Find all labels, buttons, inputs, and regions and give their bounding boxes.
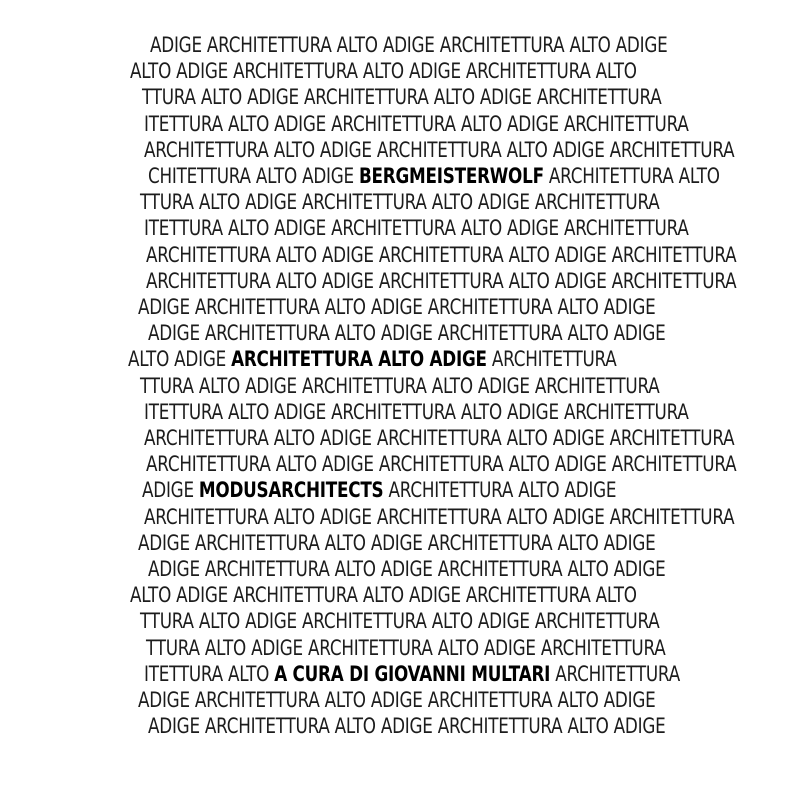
cover-highlight-text: MODUSARCHITECTS [198, 478, 384, 502]
cover-text: ADIGE ARCHITETTURA ALTO ADIGE ARCHITETTURA ALTO ADIGE [148, 321, 666, 345]
cover-text-line [144, 425, 734, 451]
cover-text-line [148, 556, 666, 582]
cover-text-line [138, 687, 656, 713]
cover-text: ARCHITETTURA ALTO ADIGE ARCHITETTURA ALTO ADIGE ARCHITETTURA [146, 452, 737, 476]
cover-text-line [130, 58, 637, 84]
cover-text-line [144, 111, 689, 137]
cover-text-line [150, 32, 668, 58]
cover-text: TTURA ALTO ADIGE ARCHITETTURA ALTO ADIGE ARCHITETTURA [140, 609, 660, 633]
cover-highlight-text: BERGMEISTERWOLF [358, 164, 544, 188]
cover-text-line [144, 215, 689, 241]
cover-text: ITETTURA ALTO [144, 662, 275, 686]
cover-text-line [148, 713, 666, 739]
cover-text: ARCHITETTURA ALTO [543, 164, 720, 188]
cover-text-line [144, 504, 734, 530]
cover-text-line [142, 84, 661, 110]
cover-text-line [130, 582, 637, 608]
cover-text-line [140, 189, 659, 215]
cover-text: ARCHITETTURA ALTO ADIGE ARCHITETTURA ALTO ADIGE ARCHITETTURA [144, 426, 735, 450]
cover-text: ITETTURA ALTO ADIGE ARCHITETTURA ALTO ADIGE ARCHITETTURA [144, 400, 689, 424]
cover-text: ITETTURA ALTO ADIGE ARCHITETTURA ALTO ADIGE ARCHITETTURA [144, 112, 689, 136]
cover-text: TTURA ALTO ADIGE ARCHITETTURA ALTO ADIGE ARCHITETTURA [140, 190, 660, 214]
cover-text-line [144, 399, 689, 425]
cover-text-line [144, 137, 734, 163]
cover-highlight-text: ARCHITETTURA ALTO ADIGE [231, 347, 487, 371]
cover-text: ADIGE ARCHITETTURA ALTO ADIGE ARCHITETTURA ALTO ADIGE [148, 557, 666, 581]
cover-text: ADIGE ARCHITETTURA ALTO ADIGE ARCHITETTURA ALTO ADIGE [138, 295, 656, 319]
cover-text: ADIGE ARCHITETTURA ALTO ADIGE ARCHITETTURA ALTO ADIGE [138, 531, 656, 555]
cover-text: ALTO ADIGE [128, 347, 232, 371]
cover-text: TTURA ALTO ADIGE ARCHITETTURA ALTO ADIGE ARCHITETTURA [140, 374, 660, 398]
cover-text: ADIGE ARCHITETTURA ALTO ADIGE ARCHITETTURA ALTO ADIGE [150, 33, 668, 57]
cover-text: ARCHITETTURA ALTO ADIGE [383, 478, 617, 502]
cover-text: ALTO ADIGE ARCHITETTURA ALTO ADIGE ARCHITETTURA ALTO [130, 583, 637, 607]
cover-text-line-highlight [148, 163, 720, 189]
cover-text: ALTO ADIGE ARCHITETTURA ALTO ADIGE ARCHITETTURA ALTO [130, 59, 637, 83]
cover-text-line-highlight [142, 477, 616, 503]
cover-text-line [146, 268, 736, 294]
cover-text: ITETTURA ALTO ADIGE ARCHITETTURA ALTO ADIGE ARCHITETTURA [144, 216, 689, 240]
cover-text-line [146, 451, 736, 477]
cover-text: TTURA ALTO ADIGE ARCHITETTURA ALTO ADIGE ARCHITETTURA [142, 85, 662, 109]
cover-text-line [140, 373, 659, 399]
cover-text: ADIGE ARCHITETTURA ALTO ADIGE ARCHITETTURA ALTO ADIGE [138, 688, 656, 712]
cover-text-line [148, 320, 666, 346]
cover-text: ARCHITETTURA ALTO ADIGE ARCHITETTURA ALTO ADIGE ARCHITETTURA [146, 269, 737, 293]
cover-text-line [146, 635, 665, 661]
cover-text: CHITETTURA ALTO ADIGE [148, 164, 359, 188]
cover-text: ARCHITETTURA ALTO ADIGE ARCHITETTURA ALTO ADIGE ARCHITETTURA [144, 138, 735, 162]
cover-text-line [140, 608, 659, 634]
cover-text: ARCHITETTURA [486, 347, 617, 371]
cover-highlight-text: A CURA DI GIOVANNI MULTARI [274, 662, 551, 686]
cover-text: TTURA ALTO ADIGE ARCHITETTURA ALTO ADIGE ARCHITETTURA [146, 636, 666, 660]
cover-text: ARCHITETTURA [550, 662, 680, 686]
cover-text: ADIGE [142, 478, 199, 502]
cover-text-line [146, 242, 736, 268]
cover-text: ADIGE ARCHITETTURA ALTO ADIGE ARCHITETTURA ALTO ADIGE [148, 714, 666, 738]
book-cover [128, 32, 737, 760]
cover-text: ARCHITETTURA ALTO ADIGE ARCHITETTURA ALTO ADIGE ARCHITETTURA [144, 505, 735, 529]
cover-text-line [138, 294, 656, 320]
cover-text-line-highlight [128, 346, 617, 372]
cover-text-line [138, 530, 656, 556]
cover-text: ARCHITETTURA ALTO ADIGE ARCHITETTURA ALTO ADIGE ARCHITETTURA [146, 243, 737, 267]
cover-text-line-highlight [144, 661, 680, 687]
